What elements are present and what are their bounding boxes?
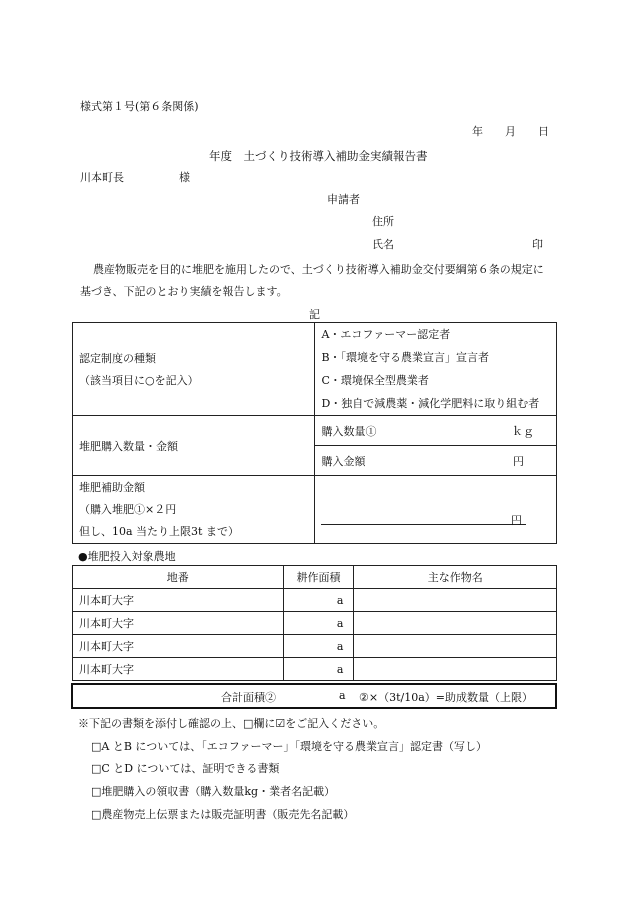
table-row [73, 589, 557, 612]
amount-label: 購入金額 [321, 454, 366, 468]
subsidy-cell [73, 476, 315, 544]
lot-cell: 川本町大字 [73, 658, 284, 681]
land-header-row [73, 566, 557, 589]
subsidy-amount-line [321, 524, 526, 525]
cert-label-cell [73, 323, 315, 416]
crop-cell [354, 612, 557, 635]
address-label: 住所 [372, 215, 394, 228]
table-row [73, 612, 557, 635]
table-row [73, 635, 557, 658]
lot-cell: 川本町大字 [73, 635, 284, 658]
lot-cell: 川本町大字 [73, 589, 284, 612]
col-lot: 地番 [73, 566, 284, 589]
col-crop: 主な作物名 [354, 566, 557, 589]
cert-option-c: C・環境保全型農業者 [321, 374, 429, 387]
area-cell: a [283, 658, 354, 681]
addressee: 川本町長 様 [80, 171, 190, 184]
attachment-item-receipt[interactable]: □堆肥購入の領収書（購入数量kg・業者名記載） [91, 785, 336, 798]
area-cell: a [283, 589, 354, 612]
crop-cell [354, 658, 557, 681]
cert-label: 認定制度の種類 [79, 352, 156, 365]
amount-unit: 円 [513, 454, 524, 468]
cert-option-b: B・「環境を守る農業宣言」宣言者 [321, 351, 490, 364]
subsidy-unit: 円 [511, 513, 522, 527]
area-cell: a [283, 612, 354, 635]
total-unit: a [339, 689, 346, 702]
seal-label: 印 [532, 238, 543, 251]
cert-option-d: D・独自で減農薬・減化学肥料に取り組む者 [321, 397, 540, 410]
attachment-item-cd[interactable]: □C とD については、証明できる書類 [91, 762, 280, 775]
paragraph-line-1: 農産物販売を目的に堆肥を施用したので、土づくり技術導入補助金交付要綱第６条の規定に [93, 263, 544, 276]
attachment-item-ab[interactable]: □A とB については、「エコファーマー」「環境を守る農業宣言」認定書（写し） [91, 740, 487, 753]
cert-options-cell [315, 323, 557, 416]
col-area: 耕作面積 [283, 566, 354, 589]
total-label: 合計面積② [221, 691, 276, 704]
paragraph-line-2: 基づき、下記のとおり実績を報告します。 [80, 285, 288, 298]
table-row [73, 658, 557, 681]
area-cell: a [283, 635, 354, 658]
attachment-item-sales[interactable]: □農産物売上伝票または販売証明書（販売先名記載） [91, 808, 355, 821]
subsidy-row [73, 476, 557, 544]
subsidy-calc: （購入堆肥①×２円 [79, 502, 177, 516]
attachments-note: ※下記の書類を添付し確認の上、□欄に☑をご記入ください。 [78, 717, 385, 730]
qty-unit: ｋｇ [512, 424, 534, 438]
cert-note: （該当項目に○を記入） [79, 374, 199, 387]
cert-option-a: A・エコファーマー認定者 [321, 328, 451, 341]
subsidy-amount-cell [315, 476, 557, 544]
main-table [72, 322, 557, 544]
crop-cell [354, 589, 557, 612]
subsidy-limit: 但し、10a 当たり上限3t まで） [79, 524, 239, 538]
lot-cell: 川本町大字 [73, 612, 284, 635]
date-line: 年 月 日 [472, 125, 549, 138]
land-table [72, 565, 557, 681]
total-box [71, 683, 557, 709]
ki-label: 記 [309, 308, 320, 321]
qty-cell [315, 416, 557, 446]
purchase-label: 堆肥購入数量・金額 [73, 416, 315, 476]
land-heading: ●堆肥投入対象農地 [78, 550, 176, 563]
subsidy-label: 堆肥補助金額 [79, 480, 145, 494]
purchase-qty-row [73, 416, 557, 446]
total-formula: ②×（3t/10a）=助成数量（上限） [359, 691, 533, 704]
document-title: 年度 土づくり技術導入補助金実績報告書 [209, 149, 428, 163]
amount-cell [315, 446, 557, 476]
form-number: 様式第１号(第６条関係) [80, 100, 199, 113]
cert-row [73, 323, 557, 416]
crop-cell [354, 635, 557, 658]
name-label: 氏名 [372, 238, 394, 251]
applicant-label: 申請者 [327, 193, 360, 206]
qty-label: 購入数量① [321, 424, 377, 438]
